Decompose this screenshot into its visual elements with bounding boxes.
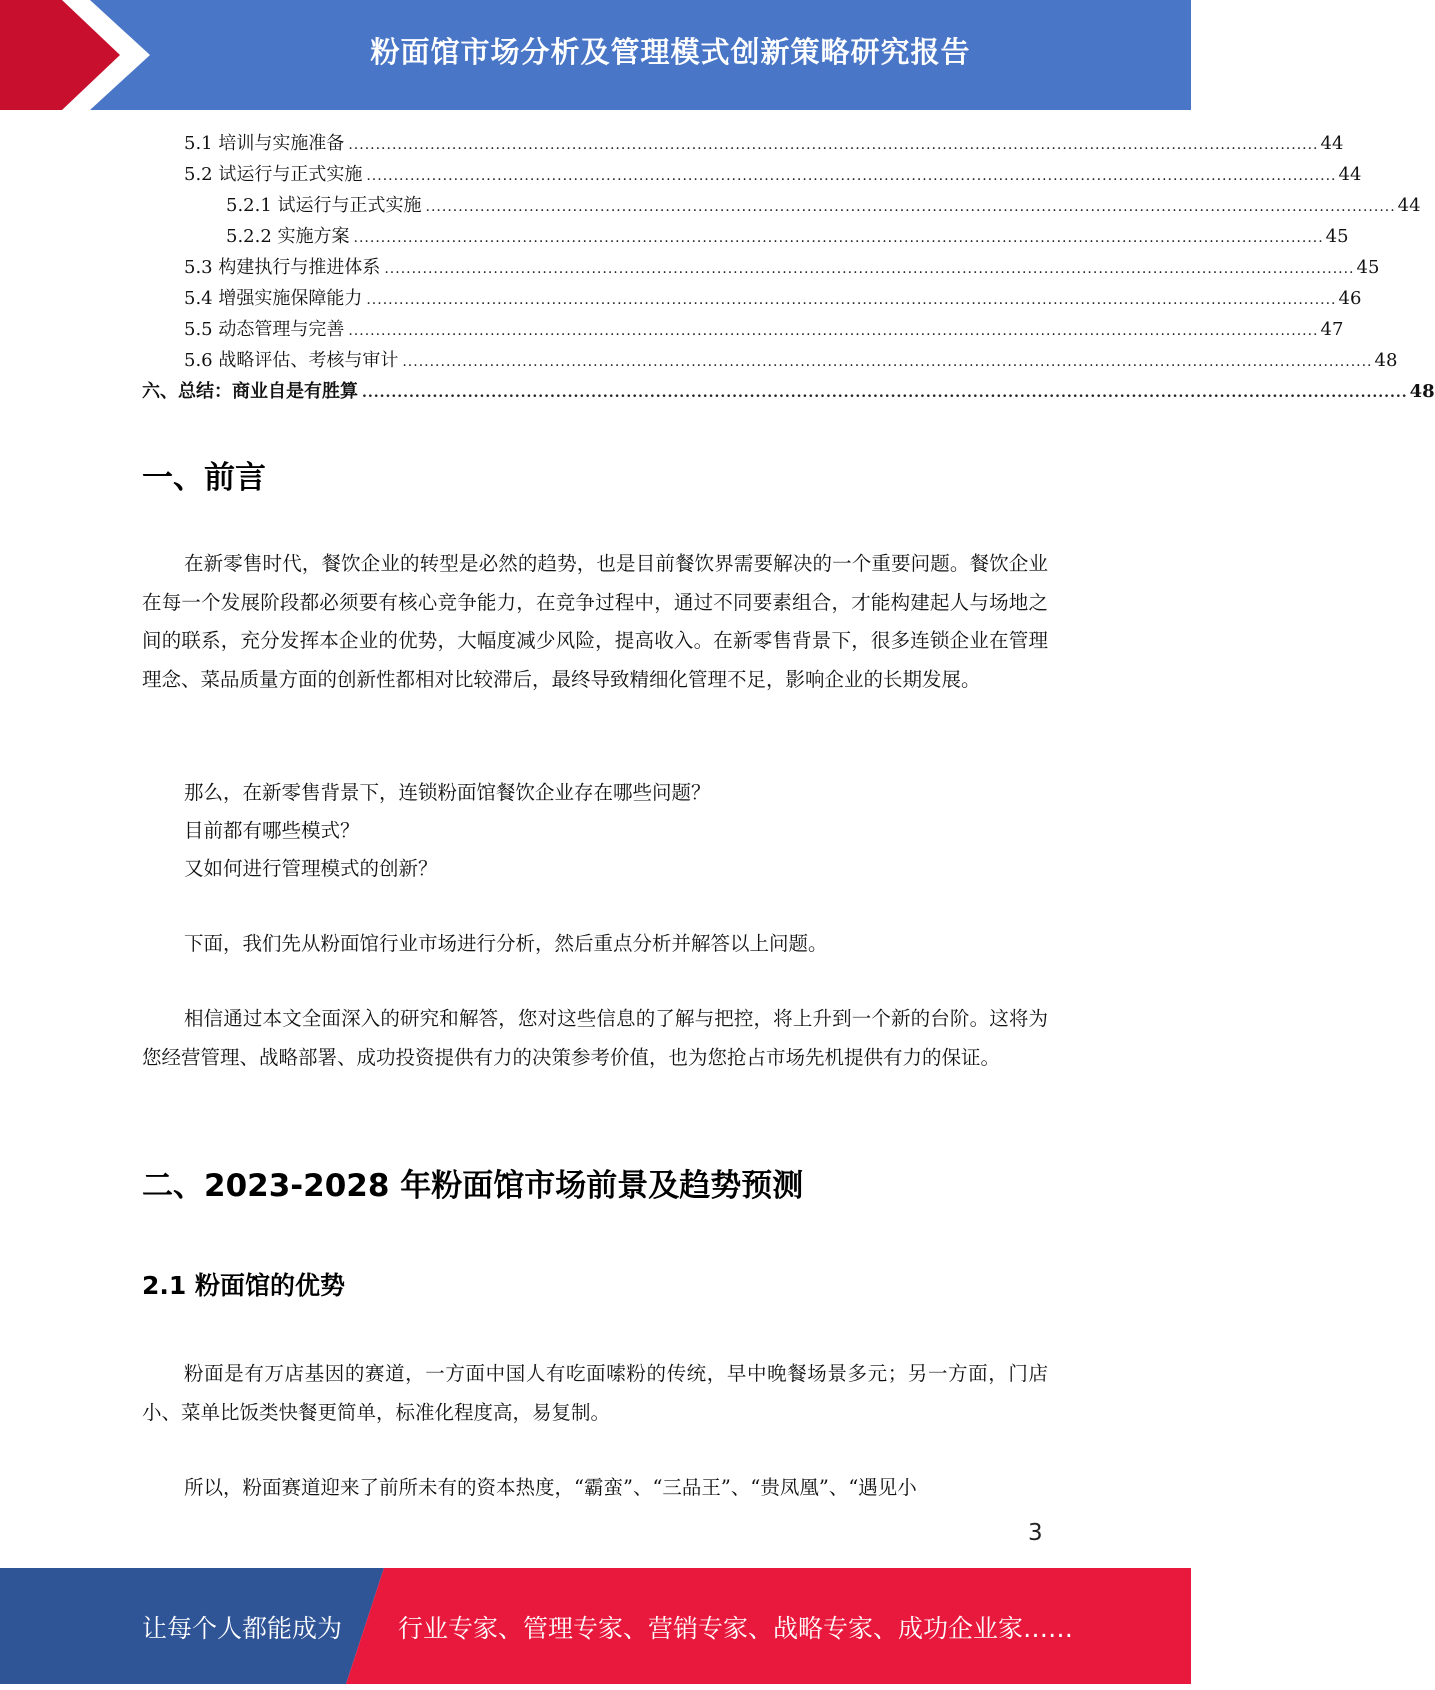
toc-entry-label: 5.3 构建执行与推进体系 bbox=[184, 257, 381, 278]
body-paragraph: 粉面是有万店基因的赛道，一方面中国人有吃面嗦粉的传统，早中晚餐场景多元；另一方面，门店小、菜单比饭类快餐更简单，标准化程度高，易复制。 bbox=[142, 1362, 1048, 1424]
toc-entry[interactable] bbox=[142, 283, 1362, 314]
toc-entry[interactable] bbox=[142, 376, 1435, 407]
toc-entry-page: 45 bbox=[1325, 226, 1349, 247]
toc-entry-page: 44 bbox=[1320, 133, 1344, 154]
toc-entry[interactable] bbox=[142, 252, 1380, 283]
body-paragraph: 所以，粉面赛道迎来了前所未有的资本热度，“霸蛮”、“三品王”、“贵凤凰”、“遇见小 bbox=[184, 1476, 917, 1499]
section-heading: 二、2023-2028 年粉面馆市场前景及趋势预测 bbox=[142, 1168, 804, 1204]
page-footer bbox=[0, 1568, 1191, 1684]
page-header bbox=[0, 0, 1191, 110]
body-paragraph: 在新零售时代，餐饮企业的转型是必然的趋势，也是目前餐饮界需要解决的一个重要问题。餐饮企业在每一个发展阶段都必须要有核心竞争能力，在竞争过程中，通过不同要素组合，才能构建起人与场地之间的联系，充分发挥本企业的优势，大幅度减少风险，提高收入。在新零售背景下，很多连锁企业在管理理念、菜品质量方面的创新性都相对比较滞后，最终导致精细化管理不足，影响企业的长期发展。 bbox=[142, 552, 1048, 691]
toc-entry[interactable] bbox=[142, 128, 1344, 159]
toc-leader-dots: .................................................................................................................................................................................. bbox=[402, 354, 1373, 370]
table-of-contents bbox=[142, 128, 1435, 407]
toc-leader-dots: .................................................................................................................................................................................. bbox=[348, 137, 1319, 153]
toc-entry-page: 44 bbox=[1397, 195, 1421, 216]
toc-entry-page: 44 bbox=[1338, 164, 1362, 185]
toc-leader-dots: .................................................................................................................................................................................. bbox=[384, 261, 1355, 277]
footer-slogan-left: 让每个人都能成为 bbox=[142, 1614, 343, 1643]
toc-leader-dots: .................................................................................................................................................................................. bbox=[353, 230, 1324, 246]
toc-entry-label: 六、总结：商业自是有胜算 bbox=[142, 381, 358, 402]
section-heading: 一、前言 bbox=[142, 460, 266, 496]
toc-entry[interactable] bbox=[142, 159, 1362, 190]
toc-entry-label: 5.2 试运行与正式实施 bbox=[184, 164, 363, 185]
toc-entry-page: 48 bbox=[1409, 381, 1435, 402]
body-paragraph: 下面，我们先从粉面馆行业市场进行分析，然后重点分析并解答以上问题。 bbox=[184, 932, 828, 955]
toc-entry-page: 46 bbox=[1338, 288, 1362, 309]
question-line: 那么，在新零售背景下，连锁粉面馆餐饮企业存在哪些问题？ bbox=[184, 781, 711, 804]
report-title: 粉面馆市场分析及管理模式创新策略研究报告 bbox=[370, 35, 971, 69]
subsection-heading: 2.1 粉面馆的优势 bbox=[142, 1271, 345, 1300]
question-line: 又如何进行管理模式的创新？ bbox=[184, 857, 438, 880]
toc-entry-label: 5.2.2 实施方案 bbox=[226, 226, 350, 247]
toc-entry[interactable] bbox=[142, 314, 1344, 345]
footer-slogan-right: 行业专家、管理专家、营销专家、战略专家、成功企业家…… bbox=[398, 1614, 1074, 1643]
toc-leader-dots: .................................................................................................................................................................................. bbox=[366, 292, 1337, 308]
toc-entry-label: 5.6 战略评估、考核与审计 bbox=[184, 350, 399, 371]
toc-entry-page: 47 bbox=[1320, 319, 1344, 340]
toc-leader-dots: .................................................................................................................................................................................. bbox=[366, 168, 1337, 184]
question-line: 目前都有哪些模式？ bbox=[184, 819, 360, 842]
toc-entry-label: 5.1 培训与实施准备 bbox=[184, 133, 345, 154]
toc-entry-page: 45 bbox=[1356, 257, 1380, 278]
toc-leader-dots: .................................................................................................................................................................................. bbox=[425, 199, 1396, 215]
toc-entry[interactable] bbox=[142, 190, 1421, 221]
body-paragraph: 相信通过本文全面深入的研究和解答，您对这些信息的了解与把控，将上升到一个新的台阶。这将为您经营管理、战略部署、成功投资提供有力的决策参考价值，也为您抢占市场先机提供有力的保证。 bbox=[142, 1007, 1048, 1069]
page-number: 3 bbox=[1028, 1520, 1043, 1546]
toc-entry-label: 5.4 增强实施保障能力 bbox=[184, 288, 363, 309]
toc-leader-dots: .................................................................................................................................................................................. bbox=[348, 323, 1319, 339]
toc-entry-label: 5.5 动态管理与完善 bbox=[184, 319, 345, 340]
toc-leader-dots: .................................................................................................................................................................................. bbox=[362, 385, 1408, 401]
toc-entry[interactable] bbox=[142, 221, 1349, 252]
toc-entry-label: 5.2.1 试运行与正式实施 bbox=[226, 195, 422, 216]
toc-entry-page: 48 bbox=[1374, 350, 1398, 371]
toc-entry[interactable] bbox=[142, 345, 1398, 376]
